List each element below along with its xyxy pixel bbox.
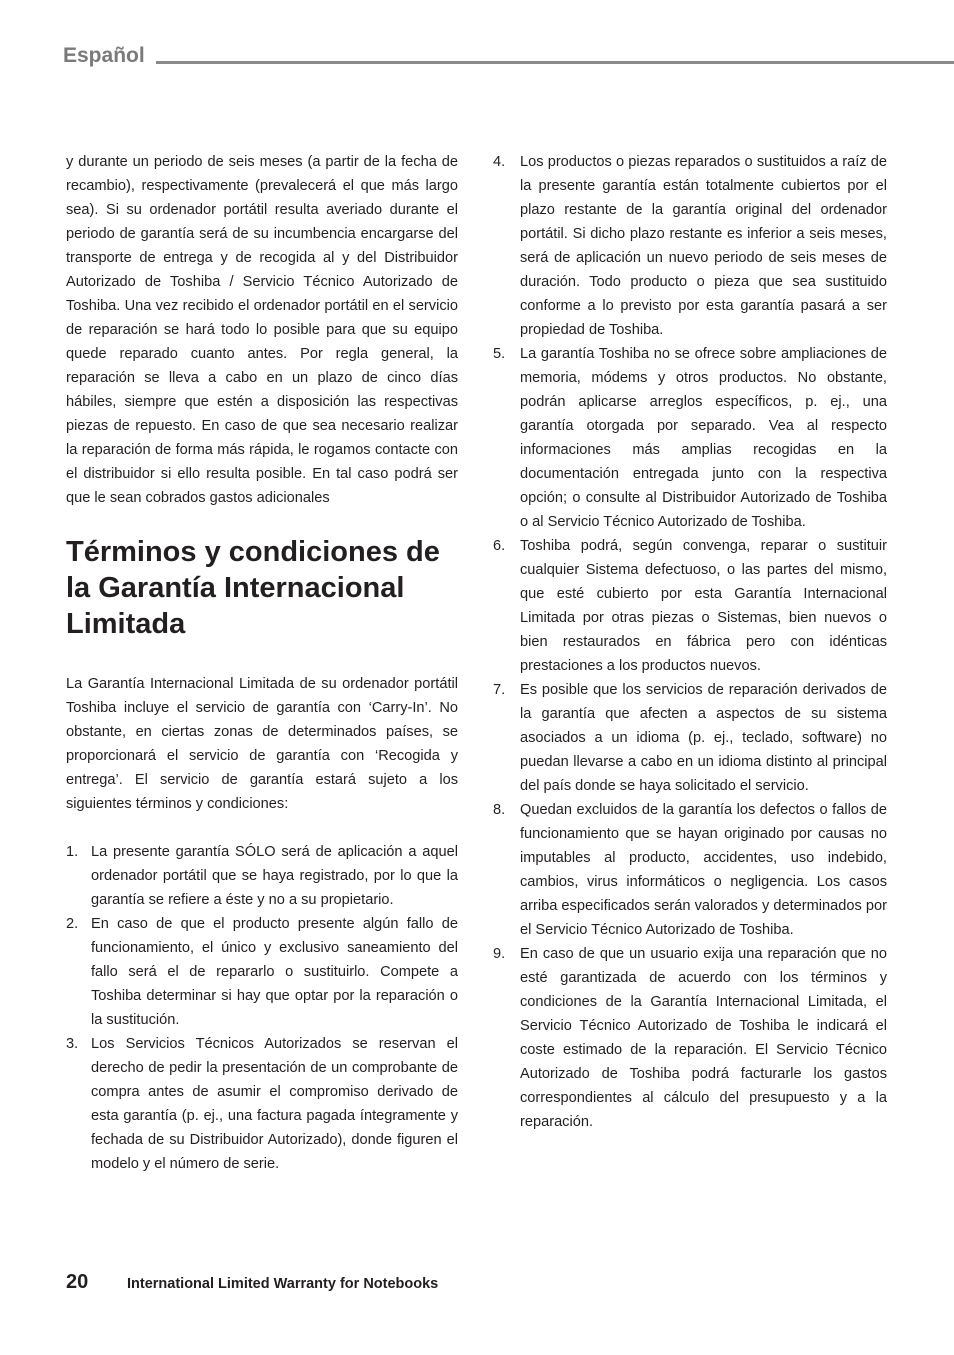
list-item [66,840,458,912]
continuation-paragraph: y durante un periodo de seis meses (a partir de la fecha de recambio), respectivamente (prevalecerá el que más largo sea). Si su ordenador portátil resulta averiado durante el periodo de garantía será de su incumbencia encargarse del transporte de entrega y de recogida al y del Distribuidor Autorizado de Toshiba / Servicio Técnico Autorizado de Toshiba. Una vez recibido el ordenador portátil en el servicio de reparación se hará todo lo posible para que su equipo quede reparado cuanto antes. Por regla general, la reparación se lleva a cabo en un plazo de cinco días hábiles, siempre que estén a disposición las respectivas piezas de repuesto. En caso de que sea necesario realizar la reparación de forma más rápida, le rogamos contacte con el distribuidor si ello resulta posible. En tal caso podrá ser que le sean cobrados gastos adicionales [66,154,458,506]
item-number: 9. [493,946,506,962]
list-item [490,798,887,942]
item-text: La presente garantía SÓLO será de aplicación a aquel ordenador portátil que se haya registrado, por lo que la garantía se refiere a éste y no a su propietario. [91,844,458,908]
item-text: Toshiba podrá, según convenga, reparar o sustituir cualquier Sistema defectuoso, o las partes del mismo, que esté cubierto por esta Garantía Internacional Limitada por otras piezas o Sistemas, bien nuevos o bien restaurados en fábrica pero con idénticas prestaciones a los productos nuevos. [520,538,887,674]
item-number: 4. [493,154,506,170]
item-number: 7. [493,682,506,698]
item-text: Los productos o piezas reparados o sustituidos a raíz de la presente garantía están totalmente cubiertos por el plazo restante de la garantía original del ordenador portátil. Si dicho plazo restante es inferior a seis meses, será de aplicación un nuevo periodo de seis meses de duración. Todo producto o pieza que sea sustituido conforme a lo previsto por esta garantía pasará a ser propiedad de Toshiba. [520,154,887,338]
section-title: Términos y condiciones de la Garantía Internacional Limitada [66,536,440,640]
list-item [490,534,887,678]
header-language: Español [63,44,145,67]
list-item [490,942,887,1134]
header-divider [156,61,954,64]
list-item [66,912,458,1032]
terms-list-right [490,150,887,1134]
left-column [66,150,458,1176]
terms-list-left [66,840,458,1176]
item-number: 5. [493,346,506,362]
item-text: Es posible que los servicios de reparación derivados de la garantía que afecten a aspectos de su sistema asociados a un idioma (p. ej., teclado, software) no puedan llevarse a cabo en un idioma distinto al principal del país donde se haya solicitado el servicio. [520,682,887,794]
item-number: 1. [66,844,79,860]
list-item [490,678,887,798]
item-text: Quedan excluidos de la garantía los defectos o fallos de funcionamiento que se hayan originado por causas no imputables al producto, accidentes, uso indebido, cambios, virus informáticos o negligencia. Los casos arriba especificados serán valorados y determinados por el Servicio Técnico Autorizado de Toshiba. [520,802,887,938]
list-item [490,150,887,342]
item-text: En caso de que el producto presente algún fallo de funcionamiento, el único y exclusivo saneamiento del fallo será el de repararlo o sustituirlo. Compete a Toshiba determinar si hay que optar por la reparación o la sustitución. [91,916,458,1028]
item-number: 2. [66,916,79,932]
page-number: 20 [66,1271,89,1293]
item-number: 3. [66,1036,79,1052]
item-text: En caso de que un usuario exija una reparación que no esté garantizada de acuerdo con los términos y condiciones de la Garantía Internacional Limitada, el Servicio Técnico Autorizado de Toshiba le indicará el coste estimado de la reparación. El Servicio Técnico Autorizado de Toshiba podrá facturarle los gastos correspondientes al cálculo del presupuesto y a la reparación. [520,946,887,1130]
item-text: La garantía Toshiba no se ofrece sobre ampliaciones de memoria, módems y otros productos. No obstante, podrán aplicarse arreglos específicos, p. ej., una garantía otorgada por separado. Vea al respecto informaciones más amplias recogidas en la documentación entregada junto con la respectiva opción; o consulte al Distribuidor Autorizado de Toshiba o al Servicio Técnico Autorizado de Toshiba. [520,346,887,530]
item-text: Los Servicios Técnicos Autorizados se reservan el derecho de pedir la presentación de un comprobante de compra antes de asumir el compromiso derivado de esta garantía (p. ej., una factura pagada íntegramente y fechada de su Distribuidor Autorizado), donde figuren el modelo y el número de serie. [91,1036,458,1172]
item-number: 8. [493,802,506,818]
list-item [490,342,887,534]
right-column [490,150,887,1134]
footer-title: International Limited Warranty for Notebooks [127,1276,439,1292]
item-number: 6. [493,538,506,554]
intro-paragraph: La Garantía Internacional Limitada de su ordenador portátil Toshiba incluye el servicio de garantía con ‘Carry-In’. No obstante, en ciertas zonas de determinados países, se proporcionará el servicio de garantía con ‘Recogida y entrega’. El servicio de garantía estará sujeto a los siguientes términos y condiciones: [66,676,458,812]
list-item [66,1032,458,1176]
